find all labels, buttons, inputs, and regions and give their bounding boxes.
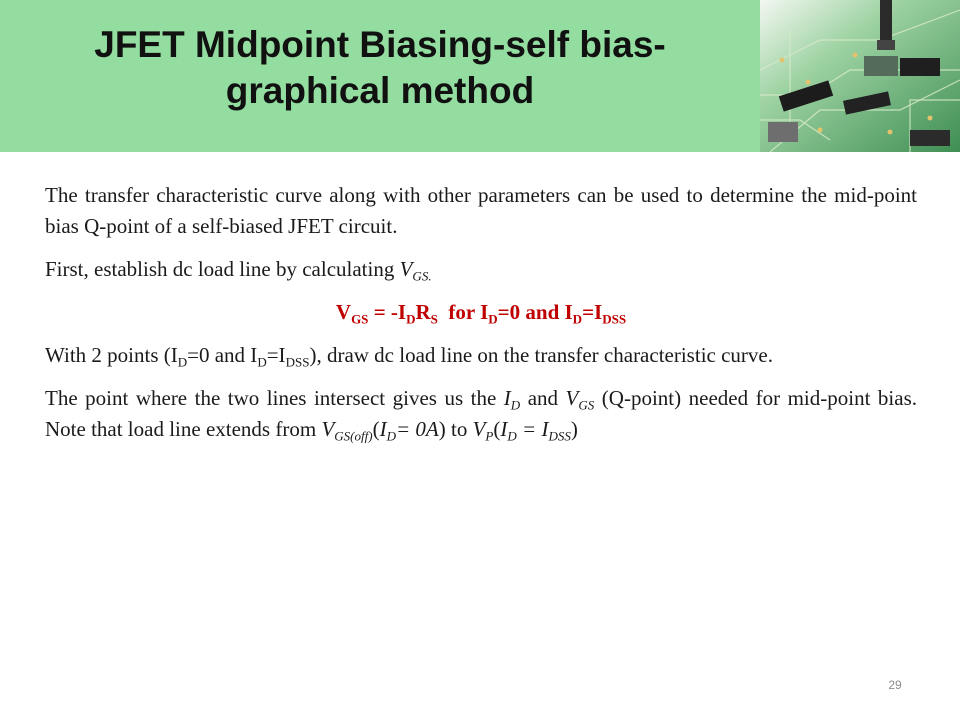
title-band [0,0,760,152]
paragraph-4: The point where the two lines intersect gives us the $I_D$ and $V_{GS}$ (Q-point) needed for mid-point bias. Note that load line extends from $V_{GS(off)}(I_D= 0A)$ to $V_P(I_D = I_{DSS})$ [45,386,918,444]
page-number: 29 [888,678,902,692]
paragraph-3: With 2 points ($I_D=0$ and $I_D=I_{DSS}$), draw dc load line on the transfer characteristic curve. [45,343,773,370]
paragraph-1: The transfer characteristic curve along with other parameters can be used to determine the mid-point bias Q-point of a self-biased JFET circuit. [45,183,917,238]
title-line-2: graphical method [225,70,535,111]
load-line-equation: $V_{GS} = -I_DR_S$ for $I_D=0$ and $I_D=I_{DSS}$ [335,300,627,327]
slide-title [0,22,760,114]
title-line-1: JFET Midpoint Biasing-self bias- [94,24,666,65]
body-text [45,180,917,457]
circuit-board-image [760,0,960,152]
paragraph-2: First, establish dc load line by calculating $V_{GS.}$ [45,257,432,284]
